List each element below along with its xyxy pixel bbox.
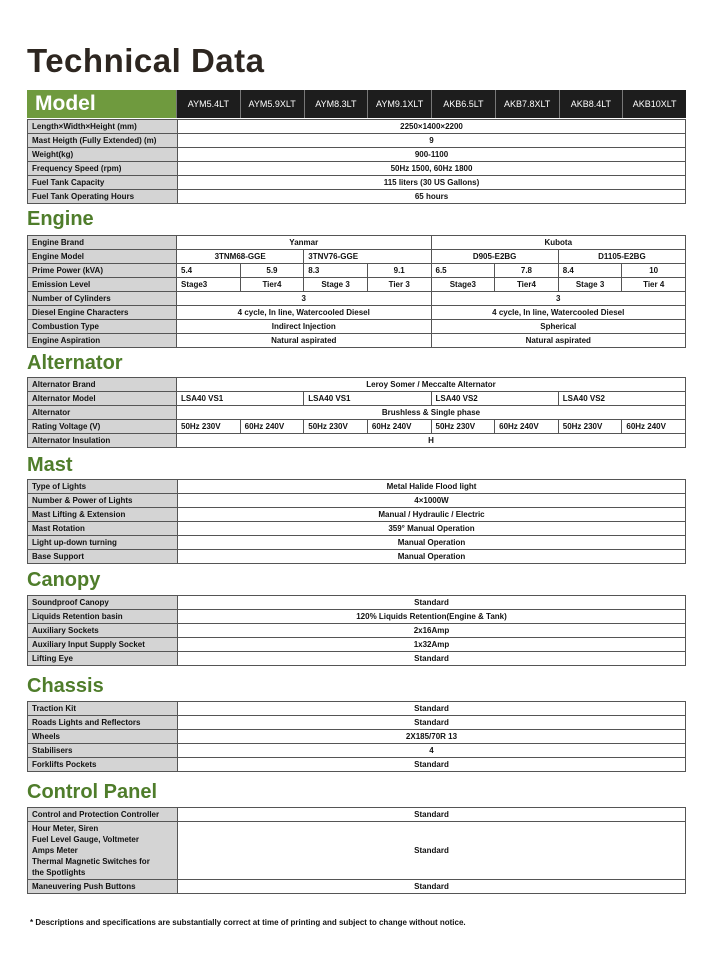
mast-table: [27, 479, 686, 564]
row-value: 50Hz 1500, 60Hz 1800: [178, 162, 686, 176]
row-value: 359° Manual Operation: [178, 522, 686, 536]
model-name: AYM5.4LT: [176, 90, 240, 118]
alternator-table: [27, 377, 686, 448]
engine-model: 3TNV76-GGE: [304, 250, 431, 264]
table-row: [28, 392, 686, 406]
section-heading-mast: Mast: [27, 454, 73, 476]
alternator-model-value: LSA40 VS2: [558, 392, 685, 406]
table-row: [28, 306, 686, 320]
section-heading-control-panel: Control Panel: [27, 781, 158, 803]
model-table: [27, 119, 686, 204]
row-label: Alternator Model: [28, 392, 177, 406]
table-row: [28, 550, 686, 564]
row-label: Mast Rotation: [28, 522, 178, 536]
row-label: Fuel Tank Capacity: [28, 176, 178, 190]
table-row: [28, 536, 686, 550]
row-label: Control and Protection Controller: [28, 808, 178, 822]
table-row: [28, 638, 686, 652]
emission-level-value: Stage3: [431, 278, 495, 292]
row-label-multiline: [28, 822, 178, 880]
table-row: [28, 624, 686, 638]
table-row: [28, 176, 686, 190]
table-row: [28, 522, 686, 536]
section-heading-canopy: Canopy: [27, 569, 101, 591]
table-row: [28, 434, 686, 448]
row-value: 2X185/70R 13: [178, 730, 686, 744]
emission-level-value: Stage 3: [304, 278, 368, 292]
table-row: [28, 808, 686, 822]
row-value: Leroy Somer / Meccalte Alternator: [177, 378, 686, 392]
kubota-value: 4 cycle, In line, Watercooled Diesel: [431, 306, 686, 320]
model-name: AYM5.9XLT: [240, 90, 304, 118]
prime-power-value: 7.8: [495, 264, 559, 278]
yanmar-value: Natural aspirated: [177, 334, 432, 348]
row-label: Lifting Eye: [28, 652, 178, 666]
label-line: Fuel Level Gauge, Voltmeter: [32, 835, 139, 844]
table-row: [28, 652, 686, 666]
table-row: [28, 744, 686, 758]
row-value: Standard: [178, 758, 686, 772]
rating-voltage-value: 50Hz 230V: [177, 420, 241, 434]
alternator-model-value: LSA40 VS1: [177, 392, 304, 406]
kubota-value: Natural aspirated: [431, 334, 686, 348]
emission-level-value: Stage 3: [558, 278, 622, 292]
page-title: Technical Data: [27, 42, 265, 79]
row-label: Alternator: [28, 406, 177, 420]
row-label: Weight(kg): [28, 148, 178, 162]
row-value: H: [177, 434, 686, 448]
table-row: [28, 320, 686, 334]
rating-voltage-value: 60Hz 240V: [240, 420, 304, 434]
table-row: [28, 120, 686, 134]
prime-power-value: 5.9: [240, 264, 304, 278]
row-label: Engine Aspiration: [28, 334, 177, 348]
engine-table: [27, 235, 686, 348]
table-row: [28, 702, 686, 716]
table-row: [28, 378, 686, 392]
row-label: Roads Lights and Reflectors: [28, 716, 178, 730]
row-value: 2x16Amp: [178, 624, 686, 638]
kubota-value: Spherical: [431, 320, 686, 334]
row-value: Brushless & Single phase: [177, 406, 686, 420]
emission-level-value: Stage3: [177, 278, 241, 292]
row-value: 2250×1400×2200: [178, 120, 686, 134]
kubota-value: 3: [431, 292, 686, 306]
rating-voltage-value: 60Hz 240V: [367, 420, 431, 434]
row-label: Number & Power of Lights: [28, 494, 178, 508]
prime-power-value: 6.5: [431, 264, 495, 278]
table-row: [28, 730, 686, 744]
engine-model: 3TNM68-GGE: [177, 250, 304, 264]
row-value: 1x32Amp: [178, 638, 686, 652]
table-row: [28, 292, 686, 306]
row-label: Forklifts Pockets: [28, 758, 178, 772]
row-label: Diesel Engine Characters: [28, 306, 177, 320]
engine-model: D905-E2BG: [431, 250, 558, 264]
emission-level-value: Tier 4: [622, 278, 686, 292]
model-heading: Model: [27, 90, 176, 118]
section-heading-chassis: Chassis: [27, 675, 104, 697]
row-label: Auxiliary Input Supply Socket: [28, 638, 178, 652]
row-value: 4×1000W: [178, 494, 686, 508]
row-label: Emission Level: [28, 278, 177, 292]
footnote: * Descriptions and specifications are substantially correct at time of printing and subject to change without notice.: [30, 918, 466, 927]
table-row: [28, 134, 686, 148]
label-line: the Spotlights: [32, 868, 86, 877]
canopy-table: [27, 595, 686, 666]
engine-model: D1105-E2BG: [558, 250, 685, 264]
row-value: Manual Operation: [178, 536, 686, 550]
row-value: Standard: [178, 702, 686, 716]
label-line: Thermal Magnetic Switches for: [32, 857, 150, 866]
prime-power-value: 8.4: [558, 264, 622, 278]
table-row: [28, 758, 686, 772]
row-value: Standard: [178, 808, 686, 822]
prime-power-value: 10: [622, 264, 686, 278]
table-row: [28, 264, 686, 278]
table-row: [28, 494, 686, 508]
table-row: [28, 420, 686, 434]
row-value: 4: [178, 744, 686, 758]
row-label: Auxiliary Sockets: [28, 624, 178, 638]
row-value: Standard: [178, 716, 686, 730]
row-label: Engine Model: [28, 250, 177, 264]
model-name: AKB8.4LT: [559, 90, 623, 118]
model-name: AKB7.8XLT: [495, 90, 559, 118]
table-row: [28, 278, 686, 292]
row-label: Rating Voltage (V): [28, 420, 177, 434]
row-label: Fuel Tank Operating Hours: [28, 190, 178, 204]
row-label: Prime Power (kVA): [28, 264, 177, 278]
row-value: Standard: [178, 596, 686, 610]
table-row: [28, 596, 686, 610]
emission-level-value: Tier 3: [367, 278, 431, 292]
row-label: Engine Brand: [28, 236, 177, 250]
rating-voltage-value: 50Hz 230V: [558, 420, 622, 434]
emission-level-value: Tier4: [240, 278, 304, 292]
table-row: [28, 148, 686, 162]
chassis-table: [27, 701, 686, 772]
row-value: 115 liters (30 US Gallons): [178, 176, 686, 190]
row-value: Manual Operation: [178, 550, 686, 564]
row-label: Light up-down turning: [28, 536, 178, 550]
row-label: Alternator Brand: [28, 378, 177, 392]
engine-brand-kubota: Kubota: [431, 236, 686, 250]
control-panel-table: [27, 807, 686, 894]
row-value: 120% Liquids Retention(Engine & Tank): [178, 610, 686, 624]
table-row: [28, 162, 686, 176]
section-heading-alternator: Alternator: [27, 352, 123, 374]
model-name: AKB6.5LT: [431, 90, 495, 118]
row-value: Manual / Hydraulic / Electric: [178, 508, 686, 522]
row-value: 9: [178, 134, 686, 148]
table-row: [28, 250, 686, 264]
model-name: AYM9.1XLT: [367, 90, 431, 118]
emission-level-value: Tier4: [495, 278, 559, 292]
row-label: Maneuvering Push Buttons: [28, 880, 178, 894]
row-label: Base Support: [28, 550, 178, 564]
row-label: Mast Lifting & Extension: [28, 508, 178, 522]
row-value: 900-1100: [178, 148, 686, 162]
row-value: Standard: [178, 880, 686, 894]
model-name: AKB10XLT: [622, 90, 686, 118]
yanmar-value: 3: [177, 292, 432, 306]
row-label: Liquids Retention basin: [28, 610, 178, 624]
table-row: [28, 190, 686, 204]
section-heading-engine: Engine: [27, 208, 94, 230]
model-header-bar: [27, 90, 686, 118]
row-value: Standard: [178, 822, 686, 880]
engine-brand-yanmar: Yanmar: [177, 236, 432, 250]
row-label: Traction Kit: [28, 702, 178, 716]
table-row: [28, 334, 686, 348]
row-label: Wheels: [28, 730, 178, 744]
label-line: Amps Meter: [32, 846, 78, 855]
prime-power-value: 9.1: [367, 264, 431, 278]
yanmar-value: 4 cycle, In line, Watercooled Diesel: [177, 306, 432, 320]
row-label: Number of Cylinders: [28, 292, 177, 306]
row-label: Stabilisers: [28, 744, 178, 758]
row-label: Soundproof Canopy: [28, 596, 178, 610]
yanmar-value: Indirect Injection: [177, 320, 432, 334]
row-label: Frequency Speed (rpm): [28, 162, 178, 176]
alternator-model-value: LSA40 VS2: [431, 392, 558, 406]
row-label: Length×Width×Height (mm): [28, 120, 178, 134]
table-row: [28, 610, 686, 624]
rating-voltage-value: 60Hz 240V: [495, 420, 559, 434]
table-row: [28, 716, 686, 730]
prime-power-value: 5.4: [177, 264, 241, 278]
table-row: [28, 822, 686, 880]
rating-voltage-value: 50Hz 230V: [304, 420, 368, 434]
row-value: 65 hours: [178, 190, 686, 204]
alternator-model-value: LSA40 VS1: [304, 392, 431, 406]
row-label: Mast Heigth (Fully Extended) (m): [28, 134, 178, 148]
table-row: [28, 508, 686, 522]
table-row: [28, 880, 686, 894]
rating-voltage-value: 60Hz 240V: [622, 420, 686, 434]
table-row: [28, 480, 686, 494]
row-label: Combustion Type: [28, 320, 177, 334]
table-row: [28, 236, 686, 250]
row-label: Type of Lights: [28, 480, 178, 494]
rating-voltage-value: 50Hz 230V: [431, 420, 495, 434]
row-label: Alternator Insulation: [28, 434, 177, 448]
row-value: Standard: [178, 652, 686, 666]
label-line: Hour Meter, Siren: [32, 824, 99, 833]
model-name: AYM8.3LT: [304, 90, 368, 118]
row-value: Metal Halide Flood light: [178, 480, 686, 494]
prime-power-value: 8.3: [304, 264, 368, 278]
table-row: [28, 406, 686, 420]
